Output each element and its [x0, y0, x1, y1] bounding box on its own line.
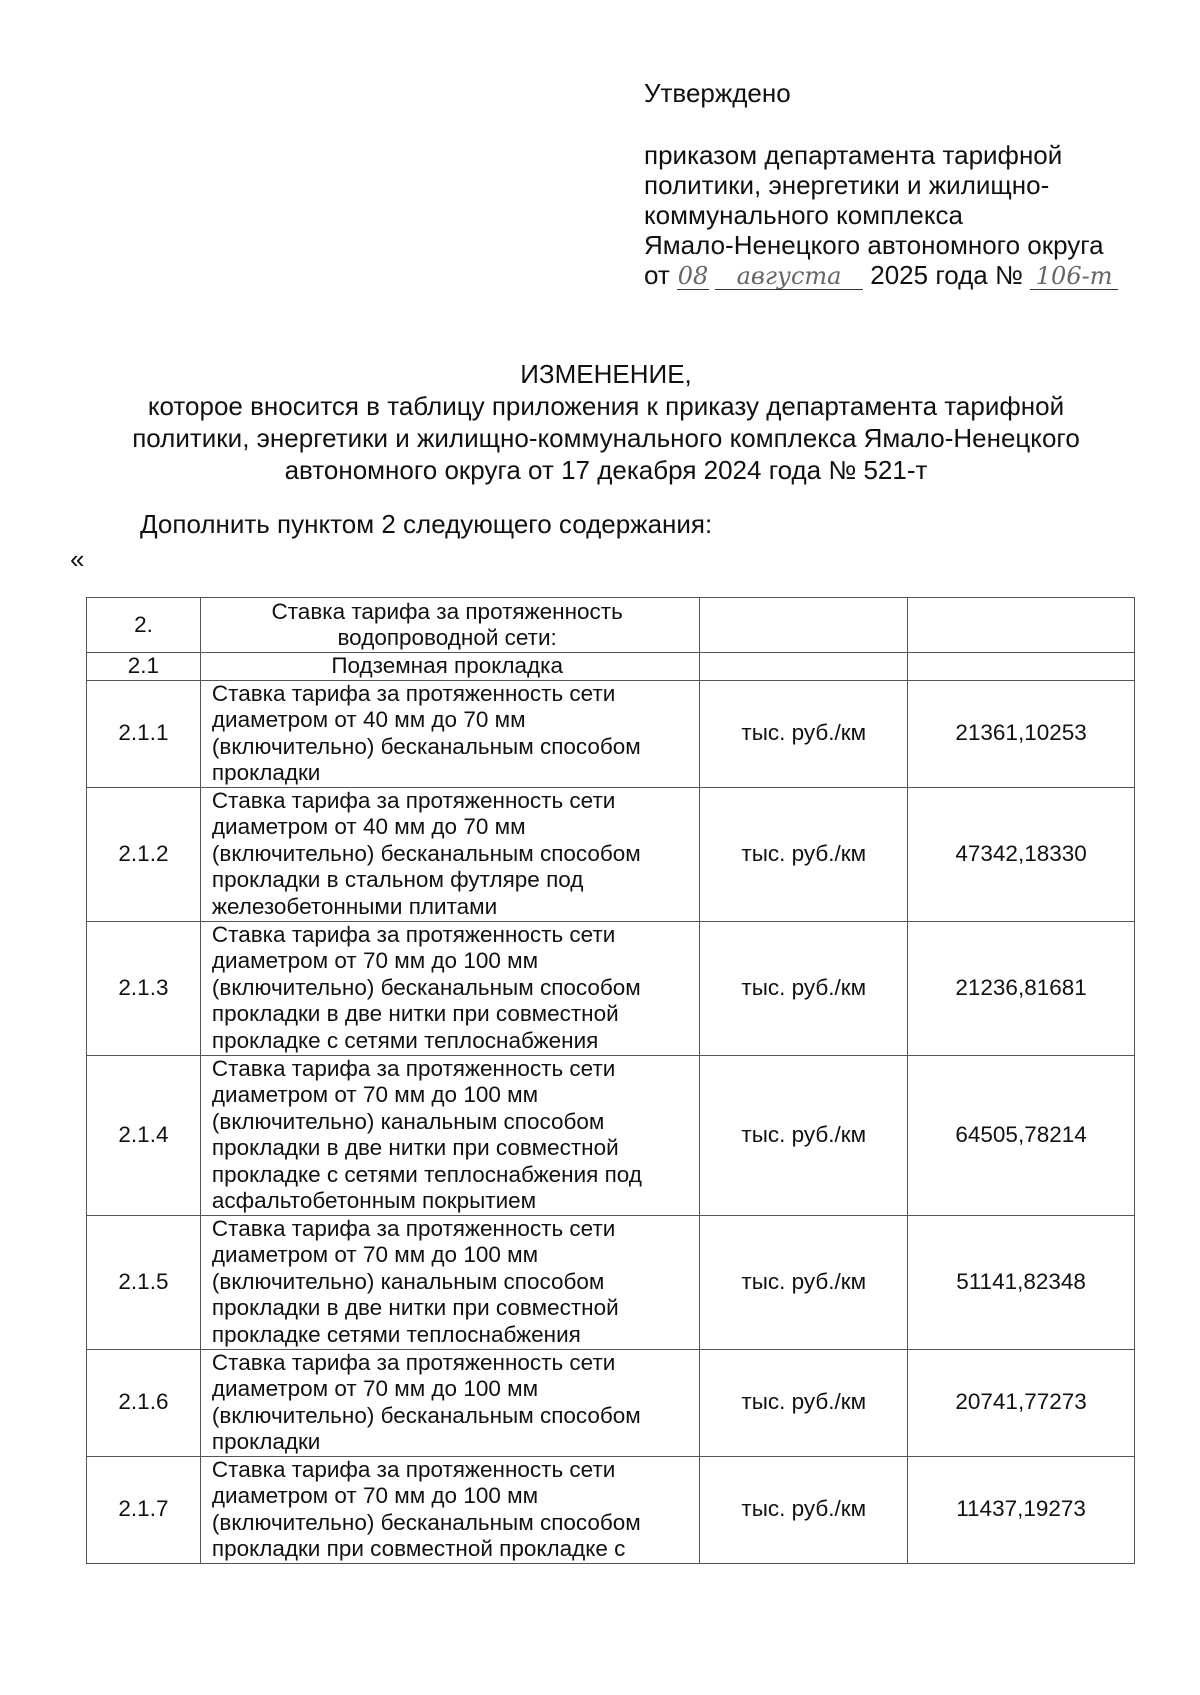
date-prefix: от: [644, 260, 670, 290]
approval-block: [644, 78, 1164, 290]
row-description: Ставка тарифа за протяженность водопроводной сети:: [200, 598, 700, 653]
row-value: 21361,10253: [908, 680, 1135, 787]
row-value: 64505,78214: [908, 1055, 1135, 1215]
row-value: 51141,82348: [908, 1215, 1135, 1349]
row-value: 20741,77273: [908, 1349, 1135, 1456]
approval-line: приказом департамента тарифной: [644, 140, 1063, 170]
row-value: 11437,19273: [908, 1456, 1135, 1563]
row-description: Подземная прокладка: [200, 653, 700, 681]
row-unit: тыс. руб./км: [700, 787, 908, 921]
table-row: [87, 1349, 1135, 1456]
table-row: [87, 653, 1135, 681]
handwritten-order-number: 106-т: [1030, 263, 1118, 290]
table-row: [87, 921, 1135, 1055]
approved-label: Утверждено: [644, 78, 791, 108]
table-row: [87, 787, 1135, 921]
row-unit: тыс. руб./км: [700, 1055, 908, 1215]
table-row: [87, 598, 1135, 653]
approval-line: политики, энергетики и жилищно-: [644, 170, 1050, 200]
row-number: 2.1.5: [87, 1215, 201, 1349]
row-number: 2.1.6: [87, 1349, 201, 1456]
heading-subtitle: которое вносится в таблицу приложения к приказу департамента тарифной политики, энергетики и жилищно-коммунального комплекса Ямало-Ненецкого автономного округа от 17 декабря 2024 года № 521-т: [132, 391, 1080, 485]
row-description: Ставка тарифа за протяженность сети диаметром от 70 мм до 100 мм (включительно) бесканальным способом прокладки при совместной прокладке с: [200, 1456, 700, 1563]
date-year-text: 2025 года №: [870, 260, 1023, 290]
row-number: 2.: [87, 598, 201, 653]
heading-title: ИЗМЕНЕНИЕ,: [520, 359, 692, 389]
handwritten-day: 08: [677, 262, 709, 290]
supplement-text: Дополнить пунктом 2 следующего содержания:: [140, 509, 713, 539]
row-value: 47342,18330: [908, 787, 1135, 921]
table-row: [87, 1456, 1135, 1563]
tariff-table: [86, 597, 1135, 1564]
row-unit: тыс. руб./км: [700, 1215, 908, 1349]
table-row: [87, 680, 1135, 787]
row-number: 2.1.7: [87, 1456, 201, 1563]
row-description: Ставка тарифа за протяженность сети диаметром от 40 мм до 70 мм (включительно) бесканальным способом прокладки в стальном футляре под железобетонными плитами: [200, 787, 700, 921]
row-value: 21236,81681: [908, 921, 1135, 1055]
document-heading: [60, 358, 1152, 486]
row-number: 2.1.3: [87, 921, 201, 1055]
row-unit: тыс. руб./км: [700, 1349, 908, 1456]
row-number: 2.1.4: [87, 1055, 201, 1215]
approval-date-line: [644, 260, 1164, 290]
table-row: [87, 1055, 1135, 1215]
row-value: [908, 598, 1135, 653]
approval-line: коммунального комплекса: [644, 200, 963, 230]
approval-line: Ямало-Ненецкого автономного округа: [644, 230, 1104, 260]
row-number: 2.1.1: [87, 680, 201, 787]
row-description: Ставка тарифа за протяженность сети диаметром от 70 мм до 100 мм (включительно) канальным способом прокладки в две нитки при совместной прокладке сетями теплоснабжения: [200, 1215, 700, 1349]
row-number: 2.1: [87, 653, 201, 681]
opening-quote: «: [70, 544, 85, 574]
row-number: 2.1.2: [87, 787, 201, 921]
row-description: Ставка тарифа за протяженность сети диаметром от 40 мм до 70 мм (включительно) бесканальным способом прокладки: [200, 680, 700, 787]
row-unit: тыс. руб./км: [700, 1456, 908, 1563]
row-unit: [700, 598, 908, 653]
row-description: Ставка тарифа за протяженность сети диаметром от 70 мм до 100 мм (включительно) бесканальным способом прокладки: [200, 1349, 700, 1456]
table-row: [87, 1215, 1135, 1349]
row-unit: [700, 653, 908, 681]
row-description: Ставка тарифа за протяженность сети диаметром от 70 мм до 100 мм (включительно) канальным способом прокладки в две нитки при совместной прокладке с сетями теплоснабжения под асфальтобетонным покрытием: [200, 1055, 700, 1215]
row-description: Ставка тарифа за протяженность сети диаметром от 70 мм до 100 мм (включительно) бесканальным способом прокладки в две нитки при совместной прокладке с сетями теплоснабжения: [200, 921, 700, 1055]
row-unit: тыс. руб./км: [700, 680, 908, 787]
row-unit: тыс. руб./км: [700, 921, 908, 1055]
handwritten-month: августа: [715, 263, 863, 290]
row-value: [908, 653, 1135, 681]
